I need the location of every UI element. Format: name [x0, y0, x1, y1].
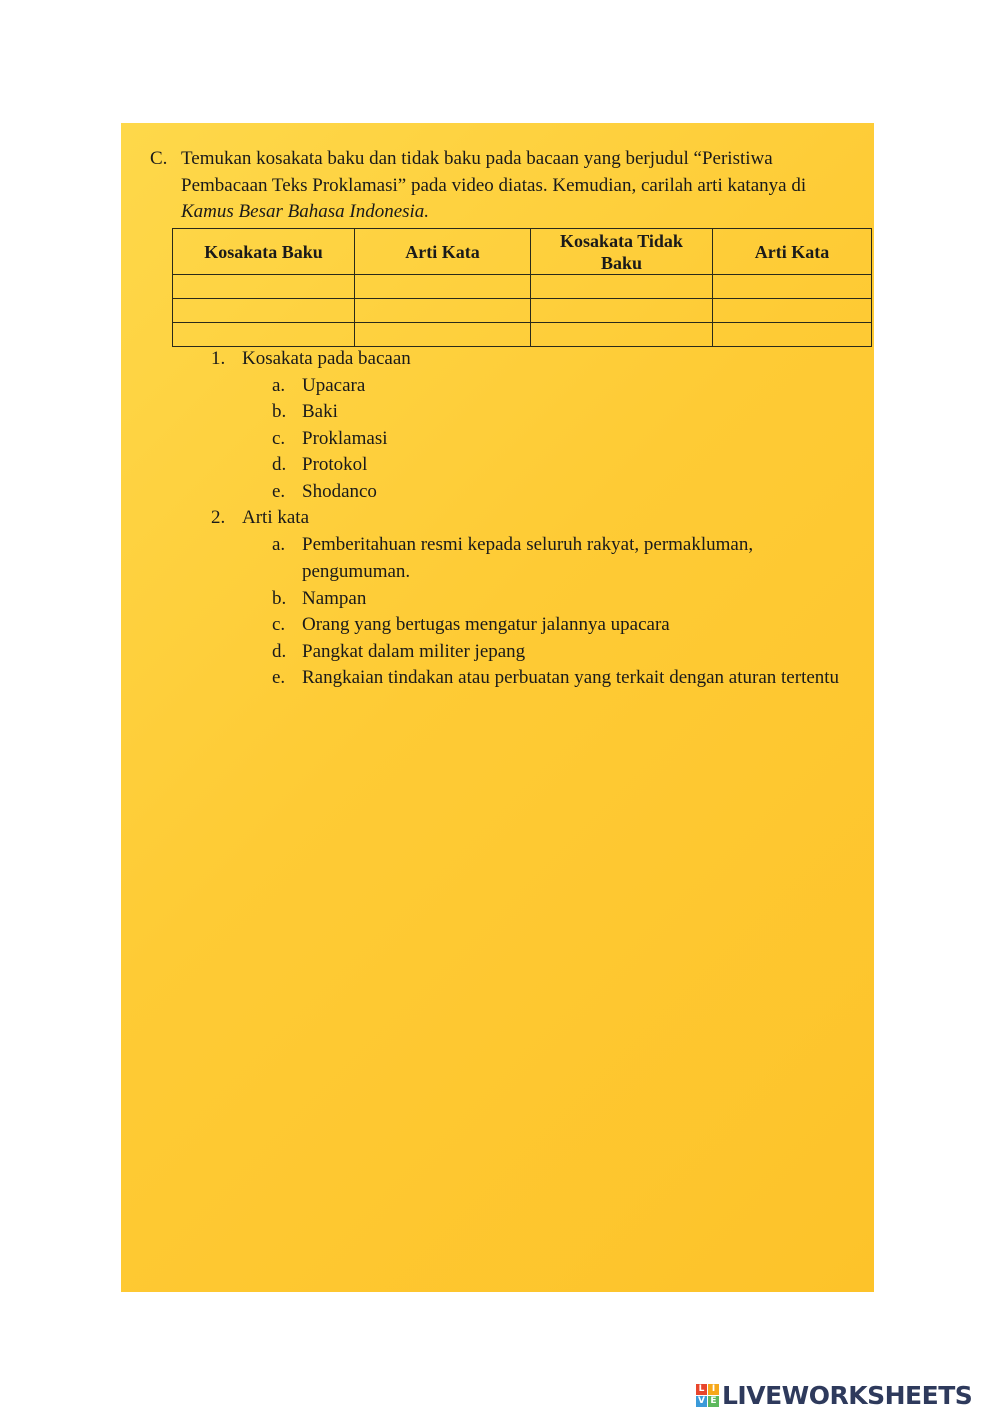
header-arti-kata-1: Arti Kata	[355, 229, 531, 275]
list-item-letter: c.	[272, 614, 286, 635]
list-item: Shodanco	[302, 481, 377, 502]
list-item-letter: b.	[272, 588, 287, 609]
table-cell[interactable]	[173, 299, 355, 323]
table-cell[interactable]	[531, 275, 713, 299]
brand-logo-icon	[696, 1384, 719, 1407]
list-item-letter: e.	[272, 481, 286, 502]
table-row	[173, 275, 872, 299]
list-item: Upacara	[302, 375, 366, 396]
list-item: Proklamasi	[302, 428, 388, 449]
logo-letter: V	[696, 1396, 707, 1407]
instruction-letter: C.	[150, 148, 168, 169]
section-2-title: Arti kata	[242, 507, 310, 528]
instruction-line-1: Temukan kosakata baku dan tidak baku pada bacaan yang berjudul “Peristiwa	[181, 148, 773, 169]
logo-letter: E	[708, 1396, 719, 1407]
brand-text: LIVEWORKSHEETS	[722, 1380, 973, 1410]
list-item-letter: a.	[272, 375, 286, 396]
table-row	[173, 323, 872, 347]
list-item: Rangkaian tindakan atau perbuatan yang terkait dengan aturan tertentu	[302, 667, 840, 688]
list-item: Nampan	[302, 588, 367, 609]
list-item: Baki	[302, 401, 338, 422]
list-item: Protokol	[302, 454, 368, 475]
section-1-number: 1.	[211, 348, 226, 369]
list-item-letter: d.	[272, 641, 287, 662]
table-cell[interactable]	[173, 323, 355, 347]
instruction-line-3: Kamus Besar Bahasa Indonesia.	[181, 201, 430, 222]
table-cell[interactable]	[713, 275, 872, 299]
table-cell[interactable]	[531, 299, 713, 323]
instruction-block	[150, 146, 870, 226]
list-item: Orang yang bertugas mengatur jalannya upacara	[302, 614, 670, 635]
section-1-title: Kosakata pada bacaan	[242, 348, 411, 369]
table-cell[interactable]	[355, 299, 531, 323]
section-2-number: 2.	[211, 507, 226, 528]
list-item-letter: d.	[272, 454, 287, 475]
table-cell[interactable]	[355, 323, 531, 347]
table-cell[interactable]	[355, 275, 531, 299]
table-cell[interactable]	[713, 299, 872, 323]
list-item-letter: e.	[272, 667, 286, 688]
header-kosakata-baku: Kosakata Baku	[173, 229, 355, 275]
table-cell[interactable]	[531, 323, 713, 347]
logo-letter: L	[696, 1384, 707, 1395]
logo-letter: I	[708, 1384, 719, 1395]
table-cell[interactable]	[173, 275, 355, 299]
instruction-line-2: Pembacaan Teks Proklamasi” pada video diatas. Kemudian, carilah arti katanya di	[181, 174, 807, 196]
table-cell[interactable]	[713, 323, 872, 347]
vocabulary-table	[172, 228, 872, 347]
list-item: Pemberitahuan resmi kepada seluruh rakyat, permakluman,	[302, 534, 754, 555]
header-arti-kata-2: Arti Kata	[713, 229, 872, 275]
list-item-letter: c.	[272, 428, 286, 449]
liveworksheets-logo[interactable]	[696, 1379, 972, 1411]
list-item: Pangkat dalam militer jepang	[302, 641, 526, 662]
list-item-letter: b.	[272, 401, 287, 422]
list-item-continuation: pengumuman.	[302, 561, 411, 582]
table-header-row	[173, 229, 872, 275]
list-item-letter: a.	[272, 534, 286, 555]
header-kosakata-tidak-baku: Kosakata Tidak Baku	[531, 229, 713, 275]
table-row	[173, 299, 872, 323]
